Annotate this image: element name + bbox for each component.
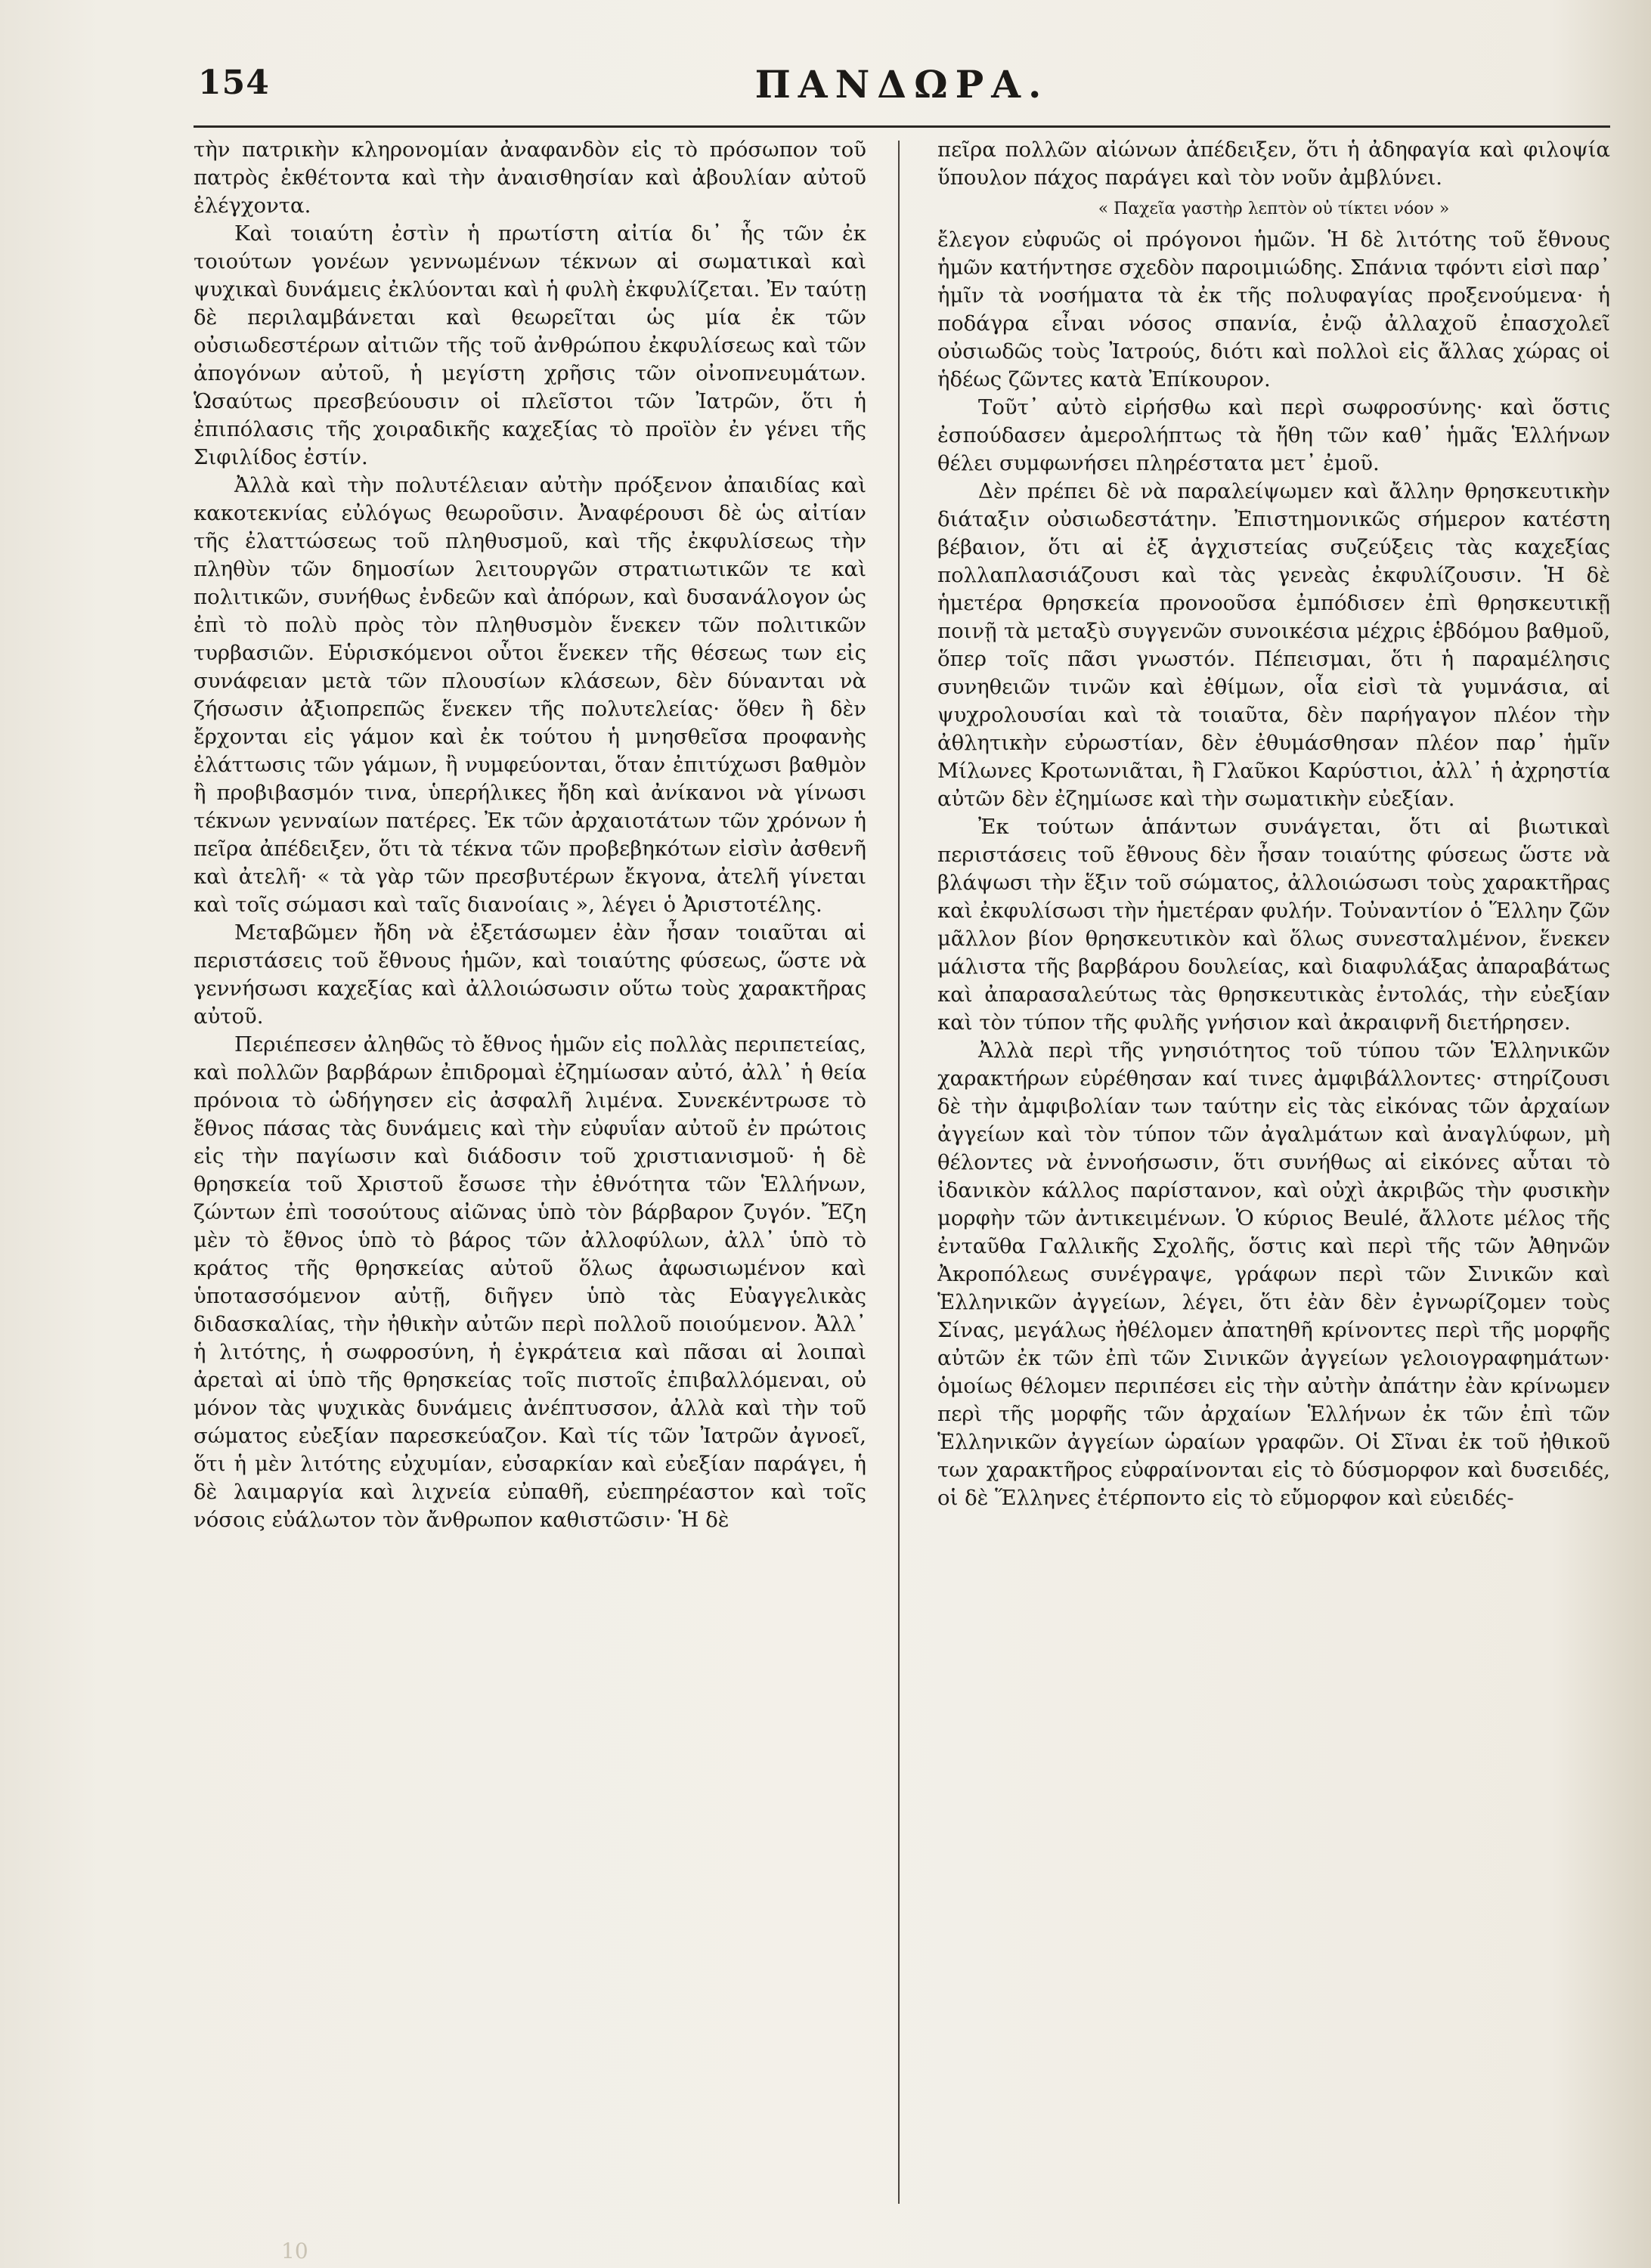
running-title: ΠΑΝΔΩΡΑ. — [754, 62, 1049, 107]
paragraph: Τοῦτ᾽ αὐτὸ εἰρήσθω καὶ περὶ σωφροσύνης· καὶ ὅστις ἐσπούδασεν ἀμερολήπτως τὰ ἤθη τῶν καθ᾽ ἡμᾶς Ἑλλήνων θέλει συμφωνήσει πληρέστατα μετ᾽ ἐμοῦ. — [937, 395, 1610, 475]
paragraph: Μεταβῶμεν ἤδη νὰ ἐξετάσωμεν ἐὰν ἦσαν τοιαῦται αἱ περιστάσεις τοῦ ἔθνους ἡμῶν, καὶ τοιαύτης φύσεως, ὥστε νὰ γεννήσωσι καχεξίας καὶ ἀλλοιώσωσιν οὕτω τοὺς χαρακτῆρας αὐτοῦ. — [194, 921, 866, 1029]
paragraph: τὴν πατρικὴν κληρονομίαν ἀναφανδὸν εἰς τὸ πρόσωπον τοῦ πατρὸς ἐκθέτοντα καὶ τὴν ἀναισθησίαν καὶ ἀβουλίαν αὐτοῦ ἐλέγχοντα. — [194, 138, 866, 218]
paragraph: πεῖρα πολλῶν αἰώνων ἀπέδειξεν, ὅτι ἡ ἀδηφαγία καὶ φιλοψία ὕπουλον πάχος παράγει καὶ τὸν νοῦν ἀμβλύνει. — [937, 138, 1610, 190]
paragraph: Καὶ τοιαύτη ἐστὶν ἡ πρωτίστη αἰτία δι᾽ ἧς τῶν ἐκ τοιούτων γονέων γεννωμένων τέκνων αἱ σωματικαὶ καὶ ψυχικαὶ δυνάμεις ἐκλύονται καὶ ἡ φυλὴ ἐκφυλίζεται. Ἐν ταύτῃ δὲ περιλαμβάνεται καὶ θεωρεῖται ὡς μία ἐκ τῶν οὐσιωδεστέρων αἰτιῶν τῆς τοῦ ἀνθρώπου ἐκφυλίσεως καὶ τῶν ἀπογόνων αὐτοῦ, ἡ μεγίστη χρῆσις τῶν οἰνοπνευμάτων. Ὡσαύτως πρεσβεύουσιν οἱ πλεῖστοι τῶν Ἰατρῶν, ὅτι ἡ ἐπιπόλασις τῆς χοιραδικῆς καχεξίας τὸ προϊὸν ἐν γένει τῆς Σιφιλίδος ἐστίν. — [194, 221, 866, 469]
paragraph: Ἐκ τούτων ἁπάντων συνάγεται, ὅτι αἱ βιωτικαὶ περιστάσεις τοῦ ἔθνους δὲν ἦσαν τοιαύτης φύσεως ὥστε νὰ βλάψωσι τὴν ἕξιν τοῦ σώματος, ἀλλοιώσωσι τοὺς χαρακτῆρας καὶ ἐκφυλίσωσι τὴν ἡμετέραν φυλήν. Τοὐναντίον ὁ Ἕλλην ζῶν μᾶλλον βίον θρησκευτικὸν καὶ ὅλως συνεσταλμένον, ἕνεκεν μάλιστα τῆς βαρβάρου δουλείας, καὶ διαφυλάξας ἀπαραβάτως καὶ ἀπαρασαλεύτως τὰς θρησκευτικὰς ἐντολάς, τὴν εὐεξίαν καὶ τὸν τύπον τῆς φυλῆς γνήσιον καὶ ἀκραιφνῆ διετήρησεν. — [937, 815, 1610, 1035]
right-column — [937, 136, 1610, 2229]
left-column — [194, 136, 866, 2229]
header-rule — [194, 125, 1610, 128]
page-header — [198, 59, 1606, 112]
paragraph: Περιέπεσεν ἀληθῶς τὸ ἔθνος ἡμῶν εἰς πολλὰς περιπετείας, καὶ πολλῶν βαρβάρων ἐπιδρομαὶ ἐζημίωσαν αὐτό, ἀλλ᾽ ἡ θεία πρόνοια τὸ ὡδήγησεν εἰς ἀσφαλῆ λιμένα. Συνεκέντρωσε τὸ ἔθνος πάσας τὰς δυνάμεις καὶ τὴν εὐφυΐαν αὐτοῦ ἐν πρώτοις εἰς τὴν παγίωσιν καὶ διάδοσιν τοῦ χριστιανισμοῦ· ἡ δὲ θρησκεία τοῦ Χριστοῦ ἔσωσε τὴν ἐθνότητα τῶν Ἑλλήνων, ζώντων ἐπὶ τοσούτους αἰῶνας ὑπὸ τὸν βάρβαρον ζυγόν. Ἔζη μὲν τὸ ἔθνος ὑπὸ τὸ βάρος τῶν ἀλλοφύλων, ἀλλ᾽ ὑπὸ τὸ κράτος τῆς θρησκείας αὐτοῦ ὅλως ἀφωσιωμένον καὶ ὑποτασσόμενον αὐτῇ, διῆγεν ὑπὸ τὰς Εὐαγγελικὰς διδασκαλίας, τὴν ἠθικὴν αὐτῶν περὶ πολλοῦ ποιούμενον. Ἀλλ᾽ ἡ λιτότης, ἡ σωφροσύνη, ἡ ἐγκράτεια καὶ πᾶσαι αἱ λοιπαὶ ἀρεταὶ αἱ ὑπὸ τῆς θρησκείας τοῖς πιστοῖς ἐπιβαλλόμεναι, οὐ μόνον τὰς ψυχικὰς δυνάμεις ἀνέπτυσσον, ἀλλὰ καὶ τὴν τοῦ σώματος εὐεξίαν παρεσκεύαζον. Καὶ τίς τῶν Ἰατρῶν ἀγνοεῖ, ὅτι ἡ μὲν λιτότης εὐχυμίαν, εὐσαρκίαν καὶ εὐεξίαν παράγει, ἡ δὲ λαιμαργία καὶ λιχνεία εὐπαθῆ, εὐεπηρέαστον καὶ τοῖς νόσοις εὐάλωτον τὸν ἄνθρωπον καθιστῶσιν· Ἡ δὲ — [194, 1032, 866, 1532]
page-number: 154 — [198, 63, 270, 102]
column-divider — [898, 141, 900, 2204]
paragraph: ἔλεγον εὐφυῶς οἱ πρόγονοι ἡμῶν. Ἡ δὲ λιτότης τοῦ ἔθνους ἡμῶν κατήντησε σχεδὸν παροιμιώδης. Σπάνια τφόντι εἰσὶ παρ᾽ ἡμῖν τὰ νοσήματα τὰ ἐκ τῆς πολυφαγίας προξενούμενα· ἡ ποδάγρα εἶναι νόσος σπανία, ἐνῷ ἀλλαχοῦ ἐπασχολεῖ οὐσιωδῶς τοὺς Ἰατρούς, διότι καὶ πολλοὶ εἰς ἄλλας χώρας οἱ ἡδέως ζῶντες κατὰ Ἐπίκουρον. — [937, 227, 1610, 391]
paragraph: Ἀλλὰ περὶ τῆς γνησιότητος τοῦ τύπου τῶν Ἑλληνικῶν χαρακτήρων εὑρέθησαν καί τινες ἀμφιβάλλοντες· στηρίζουσι δὲ τὴν ἀμφιβολίαν των ταύτην εἰς τὰς εἰκόνας τῶν ἀρχαίων ἀγγείων καὶ τὸν τύπον τῶν ἀγαλμάτων καὶ ἀναγλύφων, μὴ θέλοντες νὰ ἐννοήσωσιν, ὅτι συνήθως αἱ εἰκόνες αὗται τὸ ἰδανικὸν κάλλος παρίστανον, καὶ οὐχὶ ἀκριβῶς τὴν φυσικὴν μορφὴν τῶν ἀντικειμένων. Ὁ κύριος Beulé, ἄλλοτε μέλος τῆς ἐνταῦθα Γαλλικῆς Σχολῆς, ὅστις καὶ περὶ τῆς τῶν Ἀθηνῶν Ἀκροπόλεως συνέγραψε, γράφων περὶ τῶν Σινικῶν καὶ Ἑλληνικῶν ἀγγείων, λέγει, ὅτι ἐὰν δὲν ἐγνωρίζομεν τοὺς Σίνας, μεγάλως ἠθέλομεν ἀπατηθῆ κρίνοντες περὶ τῆς μορφῆς αὐτῶν ἐκ τῶν ἐπὶ τῶν Σινικῶν ἀγγείων γελοιογραφημάτων· ὁμοίως θέλομεν περιπέσει εἰς τὴν αὐτὴν ἀπάτην ἐὰν κρίνωμεν περὶ τῆς μορφῆς τῶν ἀρχαίων Ἑλλήνων ἐκ τῶν ἐπὶ τῶν Ἑλληνικῶν ἀγγείων ὡραίων γραφῶν. Οἱ Σῖναι ἐκ τοῦ ἠθικοῦ των χαρακτῆρος εὐφραίνονται εἰς τὸ δύσμορφον καὶ δυσειδές, οἱ δὲ Ἕλληνες ἐτέρποντο εἰς τὸ εὔμορφον καὶ εὐειδές- — [937, 1038, 1610, 1510]
paragraph: Δὲν πρέπει δὲ νὰ παραλείψωμεν καὶ ἄλλην θρησκευτικὴν διάταξιν οὐσιωδεστάτην. Ἐπιστημονικῶς σήμερον κατέστη βέβαιον, ὅτι αἱ ἐξ ἀγχιστείας συζεύξεις τὰς καχεξίας πολλαπλασιάζουσι καὶ τὰς γενεὰς ἐκφυλίζουσιν. Ἡ δὲ ἡμετέρα θρησκεία προνοοῦσα ἐμπόδισεν ἐπὶ θρησκευτικῇ ποινῇ τὰ μεταξὺ συγγενῶν συνοικέσια μέχρις ἑβδόμου βαθμοῦ, ὅπερ τοῖς πᾶσι γνωστόν. Πέπεισμαι, ὅτι ἡ παραμέλησις συνηθειῶν τινῶν καὶ ἐθίμων, οἷα εἰσὶ τὰ γυμνάσια, αἱ ψυχρολουσίαι καὶ τὰ τοιαῦτα, δὲν παρήγαγον πλέον τὴν ἀθλητικὴν εὐρωστίαν, δὲν ἐθυμάσθησαν πλέον παρ᾽ ἡμῖν Μίλωνες Κροτωνιᾶται, ἢ Γλαῦκοι Καρύστιοι, ἀλλ᾽ ἡ ἀχρηστία αὐτῶν δὲν ἐζημίωσε καὶ τὴν σωματικὴν εὐεξίαν. — [937, 479, 1610, 811]
block-quote: « Παχεῖα γαστὴρ λεπτὸν οὐ τίκτει νόον » — [1098, 200, 1450, 218]
signature-mark: 10 — [281, 2239, 308, 2263]
text-columns — [194, 136, 1610, 2229]
paragraph: Ἀλλὰ καὶ τὴν πολυτέλειαν αὐτὴν πρόξενον ἀπαιδίας καὶ κακοτεκνίας εὐλόγως θεωροῦσιν. Ἀναφέρουσι δὲ ὡς αἰτίαν τῆς ἐλαττώσεως τοῦ πληθυσμοῦ, καὶ τῆς ἐκφυλίσεως τὴν πληθὺν τῶν δημοσίων λειτουργῶν στρατιωτικῶν τε καὶ πολιτικῶν, συνήθως ἐνδεῶν καὶ ἀπόρων, καὶ δυσανάλογον ὡς ἐπὶ τὸ πολὺ πρὸς τὸν πληθυσμὸν ἕνεκεν τῶν πολιτικῶν τυρβασιῶν. Εὑρισκόμενοι οὗτοι ἕνεκεν τῆς θέσεως των εἰς συνάφειαν μετὰ τῶν πλουσίων κλάσεων, δὲν δύνανται νὰ ζήσωσιν ἀξιοπρεπῶς ἕνεκεν τῆς πολυτελείας· ὅθεν ἢ δὲν ἔρχονται εἰς γάμον καὶ ἐκ τούτου ἡ μνησθεῖσα προφανὴς ἐλάττωσις τῶν γάμων, ἢ νυμφεύονται, ὅταν ἐπιτύχωσι βαθμὸν ἢ προβιβασμόν τινα, ὑπερήλικες ἤδη καὶ ἀνίκανοι νὰ γίνωσι τέκνων γενναίων πατέρες. Ἐκ τῶν ἀρχαιοτάτων τῶν χρόνων ἡ πεῖρα ἀπέδειξεν, ὅτι τὰ τέκνα τῶν προβεβηκότων εἰσὶν ἀσθενῆ καὶ ἀτελῆ· « τὰ γὰρ τῶν πρεσβυτέρων ἔκγονα, ἀτελῆ γίνεται καὶ τοῖς σώμασι καὶ ταῖς διανοίαις », λέγει ὁ Ἀριστοτέλης. — [194, 473, 866, 917]
